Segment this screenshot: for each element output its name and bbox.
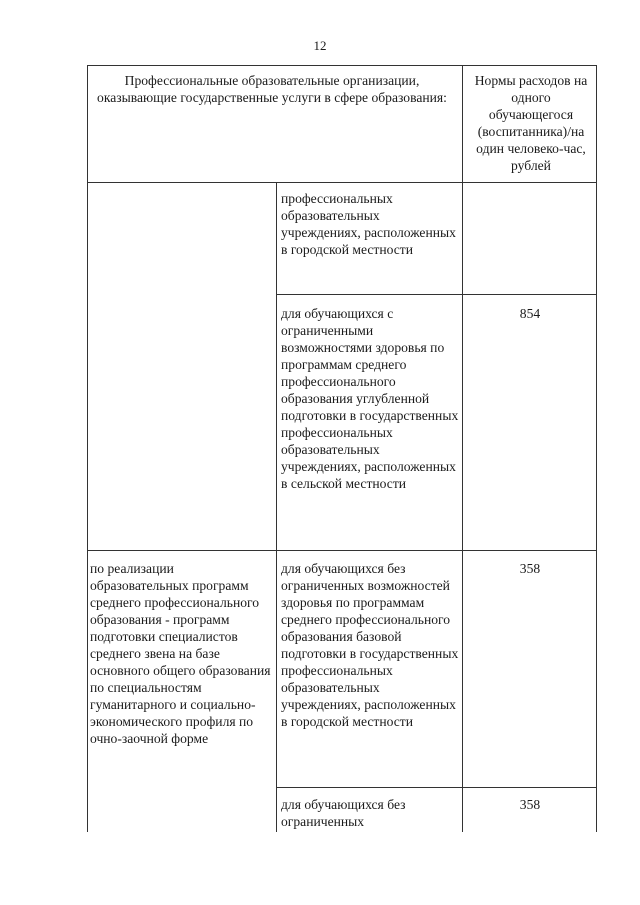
- table-cell-description: для обучающихся с ограниченными возможностями здоровья по программам среднего профессионального образования углубленной подготовки в государственных профессиональных образовательных учреждениях, расположенных в сельской местности: [281, 306, 459, 491]
- column-divider-2: [462, 182, 463, 832]
- table-cell-category: по реализации образовательных программ среднего профессионального образования - программ подготовки специалистов среднего звена на базе основного общего образования по специальностям гуманитарного и социально-экономического профиля по очно-заочной форме: [90, 561, 271, 746]
- table-cell-description: профессиональных образовательных учреждениях, расположенных в городской местности: [281, 191, 456, 257]
- table-cell-value: 358: [519, 797, 541, 812]
- row-divider: [276, 294, 597, 295]
- header-organizations: Профессиональные образовательные организации, оказывающие государственные услуги в сфере образования:: [97, 73, 447, 105]
- page-number: 12: [313, 38, 327, 53]
- header-norms: Нормы расходов на одного обучающегося (воспитанника)/на один человеко-час, рублей: [474, 73, 588, 173]
- column-divider-1: [276, 182, 277, 832]
- table-cell-value: 358: [519, 561, 541, 576]
- table-cell-description: для обучающихся без ограниченных возможностей здоровья по программам среднего профессионального образования базовой подготовки в государственных профессиональных образовательных учреждениях, расположенных в городской местности: [281, 561, 459, 729]
- table-border-top: [87, 65, 597, 66]
- table-cell-description: для обучающихся без ограниченных: [281, 797, 406, 829]
- table-border-left: [87, 65, 88, 832]
- table-border-right: [596, 65, 597, 832]
- row-divider: [276, 787, 597, 788]
- row-divider: [87, 550, 597, 551]
- header-divider: [87, 182, 597, 183]
- column-divider-header: [462, 65, 463, 182]
- table-cell-value: 854: [519, 306, 541, 321]
